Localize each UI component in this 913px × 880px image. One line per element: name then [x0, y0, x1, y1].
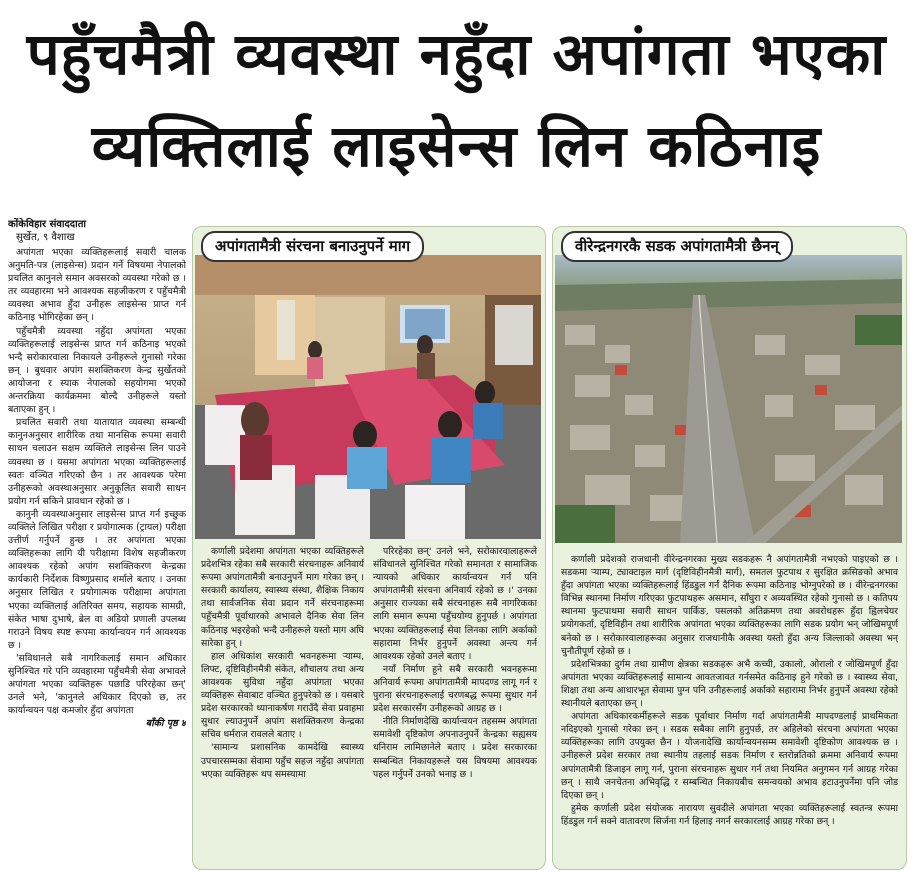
left-paragraph: कानुनी व्यवस्थाअनुसार लाइसेन्स प्राप्त गर्न इच्छुक व्यक्तिले लिखित परीक्षा र प्रयोगात्मक (ट्रायल) परीक्षा उत्तीर्ण गर्नुपर्ने हुन्छ । तर अपांगता भएका व्यक्तिहरूका लागि यी परीक्षामा विशेष सहजीकरण आवश्यक रहेको अपांग सशक्तिकरण केन्द्रका कार्यकारी निर्देशक विष्णुप्रसाद शर्माले बताए । उनका अनुसार लिखित र प्रयोगात्मक परीक्षामा अपांगता भएका व्यक्तिलाई अतिरिक्त समय, सहायक सामग्री, संकेत भाषा दुभाषे, ब्रेल वा अडियो प्रणाली उपलब्ध गराउने विषय स्पष्ट रूपमा कार्यान्वयन गर्न आवश्यक छ । — [8, 508, 186, 651]
middle-paragraph: नयाँ निर्माण हुने सबै सरकारी भवनहरूमा अनिवार्य रूपमा अपांगतामैत्री मापदण्ड लागू गर्न र पुराना संरचनाहरूलाई चरणबद्ध रूपमा सुधार गर्न प्रदेश सरकारसँग उनीहरूको आग्रह छ । — [373, 663, 537, 715]
right-paragraph: हुमेक कर्णाली प्रदेश संयोजक नारायण सुवदीले अपांगता भएका व्यक्तिहरूलाई स्वतन्त्र रूपमा हिंडडुल गर्न सक्ने वातावरण सिर्जना गर्न हिलाइ नगर्न सरकारलाई आग्रह गरेका छन् । — [561, 802, 898, 827]
byline-place-date: सुर्खेत, ९ वैशाख — [16, 232, 75, 243]
left-paragraph: पहुँचमैत्री व्यवस्था नहुँदा अपांगता भएका व्यक्तिहरूलाई लाइसेन्स प्राप्त गर्न कठिनाइ भएको भन्दै सरोकारवाला निकायले उनीहरूले गुनासो गरेका छन् । बुधवार अपांग सशक्तिकरण केन्द्र सुर्खेतको आयोजना र स्याक नेपालको सहयोगमा भएको अन्तरक्रिया कार्यक्रममा बोल्दै उनीहरूले यस्तो बताएका हुन् । — [8, 325, 186, 416]
middle-panel-heading: अपांगतामैत्री संरचना बनाउनुपर्ने माग — [201, 231, 424, 262]
middle-panel — [192, 226, 546, 870]
left-paragraph: अपांगता भएका व्यक्तिहरूलाई सवारी चालक अनुमति-पत्र (लाइसेन्स) प्रदान गर्ने विषयमा नेपालको प्रचलित कानुनले समान अवसरको व्यवस्था गरेको छ । तर व्यवहारमा भने आवश्यक सहजीकरण र पहुँचमैत्री व्यवस्था अभाव हुँदा उनीहरू लाइसेन्स प्राप्त गर्न कठिनाइ भोगिरहेका छन् । — [8, 247, 186, 324]
left-column-article — [8, 218, 186, 873]
right-article-text — [561, 553, 898, 865]
byline — [8, 218, 186, 244]
left-paragraph: 'सविधानले सबै नागरिकलाई समान अधिकार सुनिश्चित गरे पनि व्यवहारमा पहुँचमैत्री सेवा अभावले अपांगता भएका व्यक्तिहरू पछाडि परिरहेका छन्' उनले भने, 'कानुनले अधिकार दिएको छ, तर कार्यान्वयन पक्ष कमजोर हुँदा अपांगता — [8, 652, 186, 717]
byline-source: कोंकेविहार संवाददाता — [8, 219, 86, 230]
right-paragraph: अपांगता अधिकारकर्मीहरूले सडक पूर्वाधार निर्माण गर्दा अपांगतामैत्री मापदण्डलाई प्राथमिकता नदिइएको गुनासो गरेका छन् । सडक सबैका लागि हुनुपर्छ, तर अहिलेको संरचना अपांगता भएका व्यक्तिहरूका लागि उपयुक्त छैन । योजनादेखि कार्यान्वयनसम्म समावेशी दृष्टिकोण आवश्यक छ । उनीहरूले प्रदेश सरकार तथा स्थानीय तहलाई सडक निर्माण र स्तरोन्नतिको क्रममा अनिवार्य रूपमा अपांगतामैत्री डिजाइन लागू गर्न, पुराना संरचनाहरू सुधार गर्न तथा नियमित अनुगमन गर्न आग्रह गरेका छन् । साथै जनचेतना अभिवृद्धि र सम्बन्धित निकायबीच समन्वयको अभाव हटाउनुपर्नेमा पनि जोड दिएका छन् । — [561, 711, 898, 801]
city-aerial-photo — [555, 255, 902, 543]
middle-paragraph: परिरहेका छन्' उनले भने, सरोकारवालाहरूले संविधानले सुनिश्चित गरेको समानता र सामाजिक न्यायको अधिकार कार्यान्वयन गर्न पनि अपांगतामैत्री संरचना अनिवार्य रहेको छ ।' उनका अनुसार राज्यका सबै संरचनाहरू सबै नागरिकका लागि समान रूपमा पहुँचयोग्य हुनुपर्छ । अपांगता भएका व्यक्तिहरूलाई सेवा लिनका लागि अर्काको सहारामा निर्भर हुनुपर्ने अवस्था अन्त्य गर्न आवश्यक रहेको उनले बताए । — [373, 546, 537, 662]
headline — [0, 8, 913, 192]
left-paragraph: प्रचलित सवारी तथा यातायात व्यवस्था सम्बन्धी कानुनअनुसार शारीरिक तथा मानसिक रूपमा सवारी साधन चलाउन सक्षम व्यक्तिले लाइसेन्स लिन पाउने व्यवस्था छ । यसमा अपांगता भएका व्यक्तिहरूलाई स्वतः वञ्चित गरिएको छैन । तर आवश्यक परेमा उनीहरूको अवस्थाअनुसार अनुकूलित सवारी साधन प्रयोग गर्न सकिने प्रावधान रहेको छ । — [8, 417, 186, 507]
continued-page-link[interactable]: बाँकी पृष्ठ ४ — [145, 718, 186, 730]
middle-column-2 — [373, 545, 537, 863]
headline-line-2: व्यक्तिलाई लाइसेन्स लिन कठिनाइ — [91, 112, 822, 180]
meeting-photo — [195, 255, 541, 539]
middle-paragraph: कर्णाली प्रदेशमा अपांगता भएका व्यक्तिहरूले प्रदेशभित्र रहेका सबै सरकारी संरचनाहरू अनिवार्य रूपमा अपांगतामैत्री बनाउनुपर्ने माग गरेका छन् । सरकारी कार्यालय, स्वास्थ्य संस्था, शैक्षिक निकाय तथा सार्वजनिक सेवा प्रदान गर्ने संरचनाहरूमा पहुँचमैत्री पूर्वाधारको अभावले दैनिक सेवा लिन कठिनाइ भइरहेको भन्दै उनीहरूले यस्तो माग अघि सारेका हुन् । — [201, 546, 364, 649]
middle-paragraph: हाल अधिकांश सरकारी भवनहरूमा र्‍याम्प, लिफ्ट, दृष्टिविहीनमैत्री संकेत, शौचालय तथा अन्य आवश्यक सुविधा नहुँदा अपांगता भएका व्यक्तिहरू सेवाबाट वञ्चित हुनुपरेको छ । यसबारे प्रदेश सरकारको ध्यानाकर्षण गराउँदै सेवा प्रवाहमा सुधार ल्याउनुपर्ने अपांग सशक्तिकरण केन्द्रका सचिव धर्मराज रावलले बताए । — [201, 650, 364, 741]
middle-paragraph: 'सामान्य प्रशासनिक कामदेखि स्वास्थ्य उपचारसम्मका सेवामा पहुँच सहज नहुँदा अपांगता भएका व्यक्तिहरू थप समस्यामा — [201, 742, 364, 780]
right-panel-heading: वीरेन्द्रनगरकै सडक अपांगतामैत्री छैनन् — [561, 231, 793, 262]
right-paragraph: प्रदेशभित्रका दुर्गम तथा ग्रामीण क्षेत्रका सडकहरू अभै कच्ची, उकालो, ओरालो र जोखिमपूर्ण हुँदा अपांगता भएका व्यक्तिहरूलाई सामान्य आवतजावत गर्नसमेत कठिनाइ हुने गरेको छ । स्वास्थ्य सेवा, शिक्षा तथा अन्य आधारभूत सेवामा पुग्न पनि उनीहरूलाई अर्काको सहारामा निर्भर हुनुपर्ने अवस्था रहेको स्थानीयले बताएका छन् । — [561, 658, 898, 710]
right-paragraph: कर्णाली प्रदेशको राजधानी वीरेन्द्रनगरका मुख्य सडकहरू नै अपांगतामैत्री नभएको पाइएको छ । सडकमा र्‍याम्प, ट्याक्टाइल मार्ग (दृष्टिविहीनमैत्री मार्ग), समतल फुटपाथ र सुरक्षित क्रसिङको अभाव हुँदा अपांगता भएका व्यक्तिहरूलाई हिंडडुल गर्न दैनिक रूपमा कठिनाइ भोग्नुपरेको छ । वीरेन्द्रनगरका विभिन्न स्थानमा निर्माण गरिएका फुटपाथहरू असमान, साँघुरा र अव्यवस्थित रहेको गुनासो छ । कतिपय स्थानमा फुटपाथमा सवारी साधन पार्किङ, पसलको अतिक्रमण तथा अवरोधहरू हुँदा ह्विलचेयर प्रयोगकर्ता, दृष्टिविहीन तथा शारीरिक अपांगता भएका व्यक्तिहरूका लागि सडक प्रयोग भन् जोखिमपूर्ण बनेको छ । सरोकारवालाहरूका अनुसार राजधानीकै अवस्था यस्तो हुँदा अन्य जिल्लाको अवस्था भन् चुनौतीपूर्ण रहेको छ । — [561, 554, 898, 657]
middle-column-1 — [201, 545, 364, 863]
headline-line-1: पहुँचमैत्री व्यवस्था नहुँदा अपांगता भएका — [26, 20, 887, 88]
middle-paragraph: नीति निर्माणदेखि कार्यान्वयन तहसम्म अपांगता समावेशी दृष्टिकोण अपनाउनुपर्ने केन्द्रका सह्यसय धनिराम लामिछानेले बताए । प्रदेश सरकारका सम्बन्धित निकायहरूले यस विषयमा आवश्यक पहल गर्नुपर्ने उनको भनाइ छ । — [373, 716, 537, 780]
right-panel — [552, 226, 907, 870]
